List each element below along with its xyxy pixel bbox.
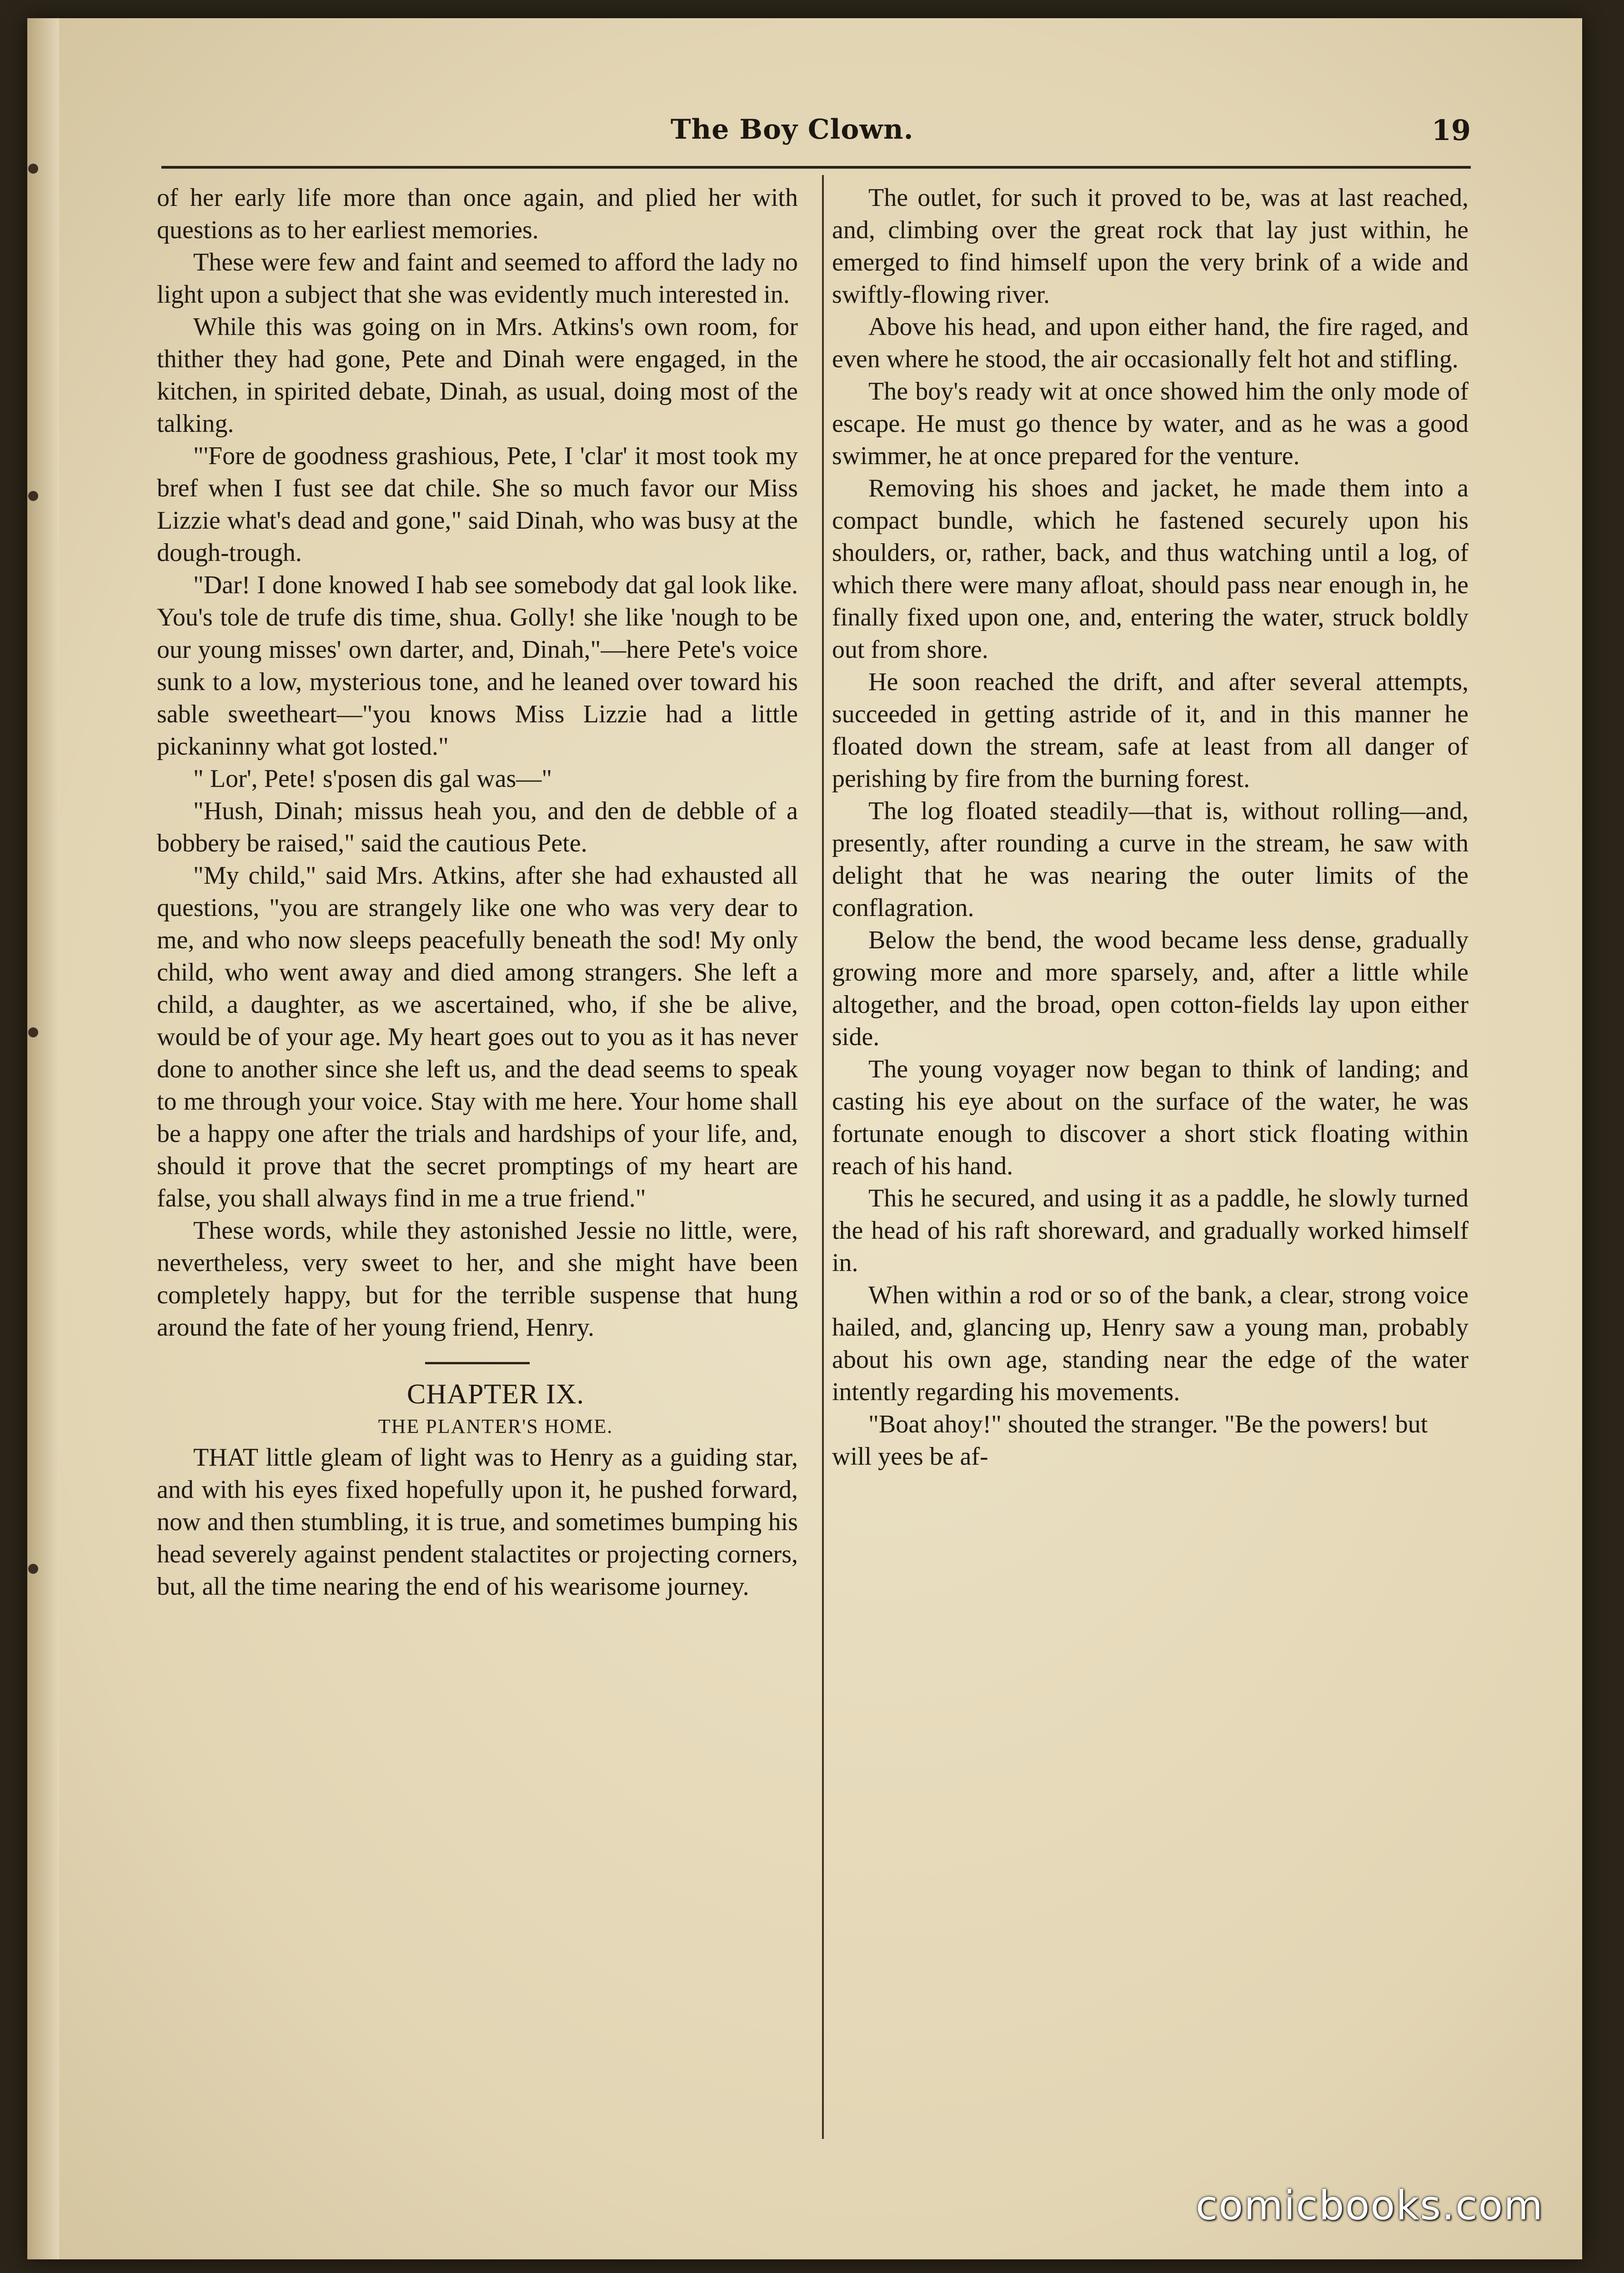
paragraph: "Boat ahoy!" shouted the stranger. "Be the powers! but will yees be af-: [832, 1410, 1428, 1471]
paragraph: "Hush, Dinah; missus heah you, and den de debble of a bobbery be raised," said the cautious Pete.: [157, 797, 798, 857]
paragraph: While this was going on in Mrs. Atkins's own room, for thither they had gone, Pete and Dinah were engaged, in the kitchen, in spirited debate, Dinah, as usual, doing most of the talking.: [157, 313, 798, 438]
paragraph: These were few and faint and seemed to afford the lady no light upon a subject that she was evidently much interested in.: [157, 248, 798, 309]
paragraph: Below the bend, the wood became less dense, gradually growing more and more sparsely, and, after a little while altogether, and the broad, open cotton-fields lay upon either side.: [832, 926, 1469, 1051]
paragraph: " Lor', Pete! s'posen dis gal was—": [193, 765, 552, 793]
paragraph: This he secured, and using it as a paddle, he slowly turned the head of his raft shoreward, and gradually worked himself in.: [832, 1184, 1469, 1277]
chapter-subtitle: THE PLANTER'S HOME.: [378, 1415, 613, 1437]
paragraph: "'Fore de goodness grashious, Pete, I 'clar' it most took my bref when I fust see dat chile. She so much favor our Miss Lizzie what's dead and gone," said Dinah, who was busy at the dough-trough.: [157, 442, 798, 567]
paragraph: He soon reached the drift, and after several attempts, succeeded in getting astride of it, and in this manner he floated down the stream, safe at least from all danger of perishing by fire from the burning forest.: [832, 668, 1469, 793]
paragraph: When within a rod or so of the bank, a clear, strong voice hailed, and, glancing up, Henry saw a young man, probably about his own age, standing near the edge of the water intently regarding his movements.: [832, 1281, 1469, 1406]
page-header: [161, 109, 1471, 159]
paragraph: of her early life more than once again, and plied her with questions as to her earliest memories.: [157, 184, 798, 244]
left-column: [157, 182, 798, 1603]
binding-hole: [28, 1564, 38, 1574]
header-rule: [161, 166, 1471, 169]
paragraph: The outlet, for such it proved to be, was at last reached, and, climbing over the great rock that lay just within, he emerged to find himself upon the very brink of a wide and swiftly-flowing river.: [832, 184, 1469, 309]
binding-hole: [28, 1027, 38, 1037]
paragraph: "Dar! I done knowed I hab see somebody dat gal look like. You's tole de trufe dis time, shua. Golly! she like 'nough to be our young misses' own darter, and, Dinah,"—here Pete's voice sunk to a low, mysterious tone, and he leaned over toward his sable sweetheart—"you knows Miss Lizzie had a little pickaninny what got losted.": [157, 571, 798, 761]
paragraph: The boy's ready wit at once showed him the only mode of escape. He must go thence by water, and as he was a good swimmer, he at once prepared for the venture.: [832, 377, 1469, 470]
page-binding: [27, 18, 59, 2259]
paragraph: "My child," said Mrs. Atkins, after she had exhausted all questions, "you are strangely like one who was very dear to me, and who now sleeps peacefully beneath the sod! My only child, who went away and died among strangers. She left a child, a daughter, as we ascertained, who, if she be alive, would be of your age. My heart goes out to you as it has never done to another since she left us, and the dead seems to speak to me through your voice. Stay with me here. Your home shall be a happy one after the trials and hardships of your life, and, should it prove that the secret promptings of my heart are false, you shall always find in me a true friend.": [157, 861, 798, 1212]
right-column: [832, 182, 1469, 1473]
paragraph: The young voyager now began to think of landing; and casting his eye about on the surface of the water, he was fortunate enough to discover a short stick floating within reach of his hand.: [832, 1055, 1469, 1180]
site-watermark: comicbooks.com: [1196, 2182, 1544, 2229]
chapter-title: CHAPTER IX.: [407, 1379, 584, 1410]
running-title: The Boy Clown.: [671, 114, 914, 145]
page-number: 19: [1431, 114, 1471, 147]
binding-hole: [28, 491, 38, 501]
paragraph: Above his head, and upon either hand, the fire raged, and even where he stood, the air occasionally felt hot and stifling.: [832, 313, 1469, 373]
paragraph: Removing his shoes and jacket, he made them into a compact bundle, which he fastened securely upon his shoulders, or, rather, back, and thus watching until a log, of which there were many afloat, should pass near enough in, he finally fixed upon one, and, entering the water, struck boldly out from shore.: [832, 474, 1469, 664]
column-divider: [822, 175, 824, 2139]
paragraph: THAT little gleam of light was to Henry as a guiding star, and with his eyes fixed hopefully upon it, he pushed forward, now and then stumbling, it is true, and sometimes bumping his head severely against pendent stalactites or projecting corners, but, all the time nearing the end of his wearisome journey.: [157, 1443, 798, 1601]
section-divider: [425, 1362, 530, 1364]
paragraph: The log floated steadily—that is, without rolling—and, presently, after rounding a curve in the stream, he saw with delight that he was nearing the outer limits of the conflagration.: [832, 797, 1469, 922]
binding-hole: [28, 164, 38, 174]
paragraph: These words, while they astonished Jessie no little, were, nevertheless, very sweet to her, and she might have been completely happy, but for the terrible suspense that hung around the fate of her young friend, Henry.: [157, 1217, 798, 1342]
